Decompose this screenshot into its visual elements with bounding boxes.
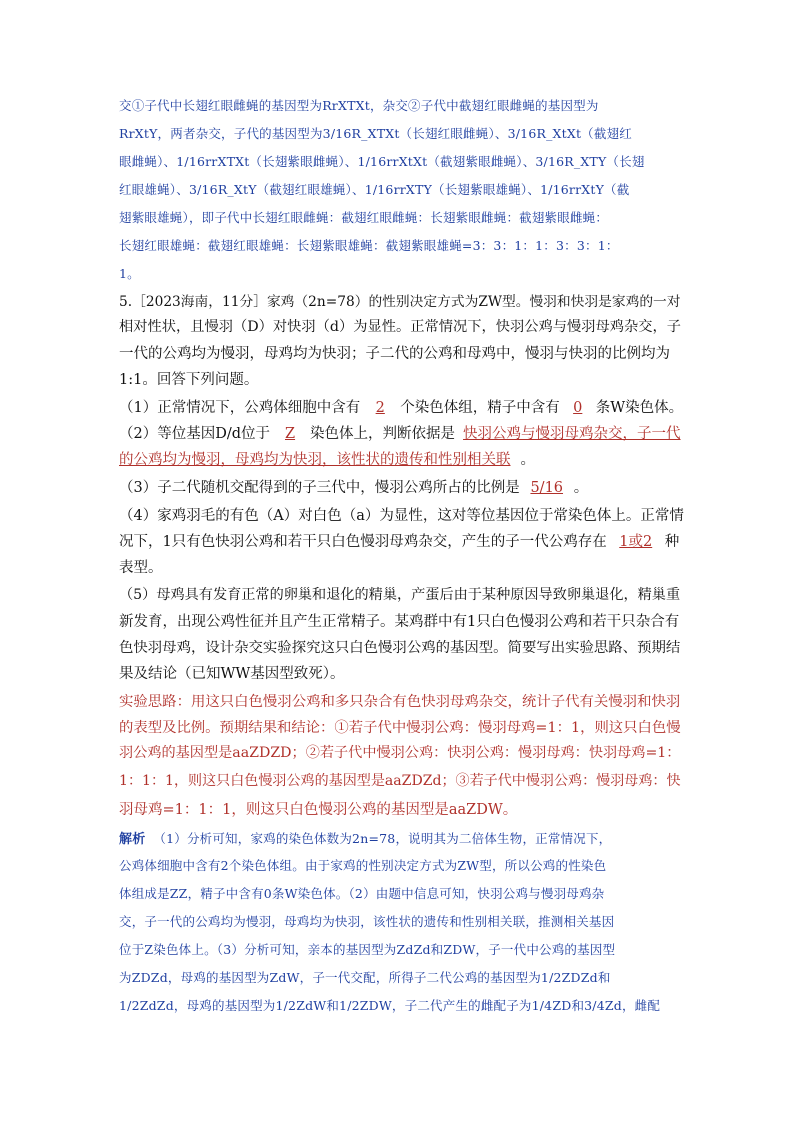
subquestion-3 xyxy=(119,476,684,497)
answer-5-line-4 xyxy=(119,770,684,790)
genotype-2: aaZDZd xyxy=(384,773,442,789)
q3-text-a: （3）子二代随机交配得到的子三代中，慢羽公鸡所占的比例是 xyxy=(119,480,520,496)
analysis-line-3: 体组成是ZZ，精子中含有0条W染色体。（2）由题中信息可知，快羽公鸡与慢羽母鸡杂 xyxy=(119,886,605,901)
question-stem-3: 一代的公鸡均为慢羽，母鸡均为快羽；子二代的公鸡和母鸡中，慢羽与快羽的比例均为 xyxy=(119,346,670,362)
answer-5-l3-text-b: ；②若子代中慢羽公鸡：快羽公鸡：慢羽母鸡：快羽母鸡=1： xyxy=(291,745,681,761)
question-stem-1: 5.［2023海南，11分］家鸡（2n=78）的性别决定方式为ZW型。慢羽和快羽是家鸡的一对 xyxy=(119,294,681,310)
q2-answer-2b: 的公鸡均为慢羽，母鸡均为快羽，该性状的遗传和性别相关联 xyxy=(119,452,511,468)
subquestion-4-line-2 xyxy=(119,530,684,551)
subquestion-5-line-1: （5）母鸡具有发育正常的卵巢和退化的精巢，产蛋后由于某种原因导致卵巢退化，精巢重 xyxy=(119,587,681,603)
question-stem-2: 相对性状，且慢羽（D）对快羽（d）为显性。正常情况下，快羽公鸡与慢羽母鸡杂交，子 xyxy=(119,319,682,335)
intro-line-6: 长翅红眼雄蝇：截翅红眼雄蝇：长翅紫眼雄蝇：截翅紫眼雄蝇=3：3：1：1：3：3：1： xyxy=(119,238,619,253)
q2-text-c: 。 xyxy=(520,452,535,468)
analysis-line-6: 为ZDZd，母鸡的基因型为ZdW，子一代交配，所得子二代公鸡的基因型为1/2ZDZd和 xyxy=(119,970,611,985)
genotype-3: aaZDW xyxy=(448,802,503,818)
subquestion-2 xyxy=(119,422,684,443)
subquestion-5-line-4: 果及结论（已知WW基因型致死）。 xyxy=(119,666,345,682)
subquestion-1 xyxy=(119,396,684,417)
intro-line-4: 红眼雄蝇）、3/16R_XtY（截翅红眼雄蝇）、1/16rrXTY（长翅紫眼雄蝇）、1/16rrXtY（截 xyxy=(119,182,630,197)
intro-line-7: 1。 xyxy=(119,266,140,281)
question-stem-4: 1:1。回答下列问题。 xyxy=(119,372,259,388)
q1-text-c: 条W染色体。 xyxy=(595,400,684,416)
subquestion-5-line-2: 新发育，出现公鸡性征并且产生正常精子。某鸡群中有1只白色慢羽公鸡和若干只杂合有 xyxy=(119,614,680,630)
q4-answer: 1或2 xyxy=(619,534,653,550)
q2-answer-2a: 快羽公鸡与慢羽母鸡杂交，子一代 xyxy=(463,426,681,442)
q1-text-b: 个染色体组，精子中含有 xyxy=(400,400,560,416)
analysis-line-4: 交，子一代的公鸡均为慢羽，母鸡均为快羽，该性状的遗传和性别相关联，推测相关基因 xyxy=(119,914,615,929)
q2-text-a: （2）等位基因D/d位于 xyxy=(119,426,271,442)
answer-5-l5-text-b: 。 xyxy=(502,802,518,818)
answer-5-line-1: 实验思路：用这只白色慢羽公鸡和多只杂合有色快羽母鸡杂交，统计子代有关慢羽和快羽 xyxy=(119,694,681,710)
q2-answer-1: Z xyxy=(284,426,296,442)
answer-5-l5-text-a: 羽母鸡=1：1：1，则这只白色慢羽公鸡的基因型是 xyxy=(119,802,449,818)
genotype-1: aaZDZD xyxy=(232,745,292,761)
answer-5-l4-text-b: ；③若子代中慢羽公鸡：慢羽母鸡：快 xyxy=(441,773,681,789)
subquestion-4-line-3: 表型。 xyxy=(119,560,163,576)
intro-line-2: RrXtY，两者杂交，子代的基因型为3/16R_XTXt（长翅红眼雌蝇）、3/16R_XtXt（截翅红 xyxy=(119,126,632,141)
analysis-l1-text: （1）分析可知，家鸡的染色体数为2n=78，说明其为二倍体生物，正常情况下， xyxy=(153,831,612,846)
intro-line-3: 眼雌蝇）、1/16rrXTXt（长翅紫眼雌蝇）、1/16rrXtXt（截翅紫眼雌蝇）、3/16R_XTY（长翅 xyxy=(119,154,645,169)
q4-text-a: 况下，1只有色快羽公鸡和若干只白色慢羽母鸡杂交，产生的子一代公鸡存在 xyxy=(119,534,607,550)
answer-5-line-2: 的表型及比例。预期结果和结论：①若子代中慢羽公鸡：慢羽母鸡=1：1，则这只白色慢 xyxy=(119,720,681,736)
q4-text-b: 种 xyxy=(664,534,680,550)
q3-text-b: 。 xyxy=(573,480,589,496)
subquestion-5-line-3: 色快羽母鸡，设计杂交实验探究这只白色慢羽公鸡的基因型。简要写出实验思路、预期结 xyxy=(119,640,681,656)
answer-5-line-5 xyxy=(119,798,684,819)
analysis-label: 解析 xyxy=(119,832,146,847)
intro-line-5: 翅紫眼雄蝇），即子代中长翅红眼雌蝇：截翅红眼雌蝇：长翅紫眼雌蝇：截翅紫眼雌蝇： xyxy=(119,210,609,225)
intro-line-1: 交①子代中长翅红眼雌蝇的基因型为RrXTXt，杂交②子代中截翅红眼雌蝇的基因型为 xyxy=(119,98,599,113)
subquestion-4-line-1: （4）家鸡羽毛的有色（A）对白色（a）为显性，这对等位基因位于常染色体上。正常情 xyxy=(119,508,684,524)
answer-5-l4-text-a: 1：1：1，则这只白色慢羽公鸡的基因型是 xyxy=(119,773,385,789)
q2-text-b: 染色体上，判断依据是 xyxy=(310,426,456,442)
answer-5-line-3 xyxy=(119,742,684,762)
subquestion-2-cont xyxy=(119,448,684,469)
q3-answer: 5/16 xyxy=(530,480,564,496)
q1-answer-2: 0 xyxy=(573,400,583,416)
q1-text-a: （1）正常情况下，公鸡体细胞中含有 xyxy=(119,400,361,416)
analysis-line-1 xyxy=(119,828,684,847)
q1-answer-1: 2 xyxy=(375,400,385,416)
answer-5-l3-text-a: 羽公鸡的基因型是 xyxy=(119,745,233,761)
analysis-line-7: 1/2ZdZd，母鸡的基因型为1/2ZdW和1/2ZDW，子二代产生的雌配子为1/4ZD和3/4Zd，雌配 xyxy=(119,998,661,1013)
analysis-line-5: 位于Z染色体上。（3）分析可知，亲本的基因型为ZdZd和ZDW，子一代中公鸡的基因型 xyxy=(119,942,616,957)
analysis-line-2: 公鸡体细胞中含有2个染色体组。由于家鸡的性别决定方式为ZW型，所以公鸡的性染色 xyxy=(119,858,607,873)
